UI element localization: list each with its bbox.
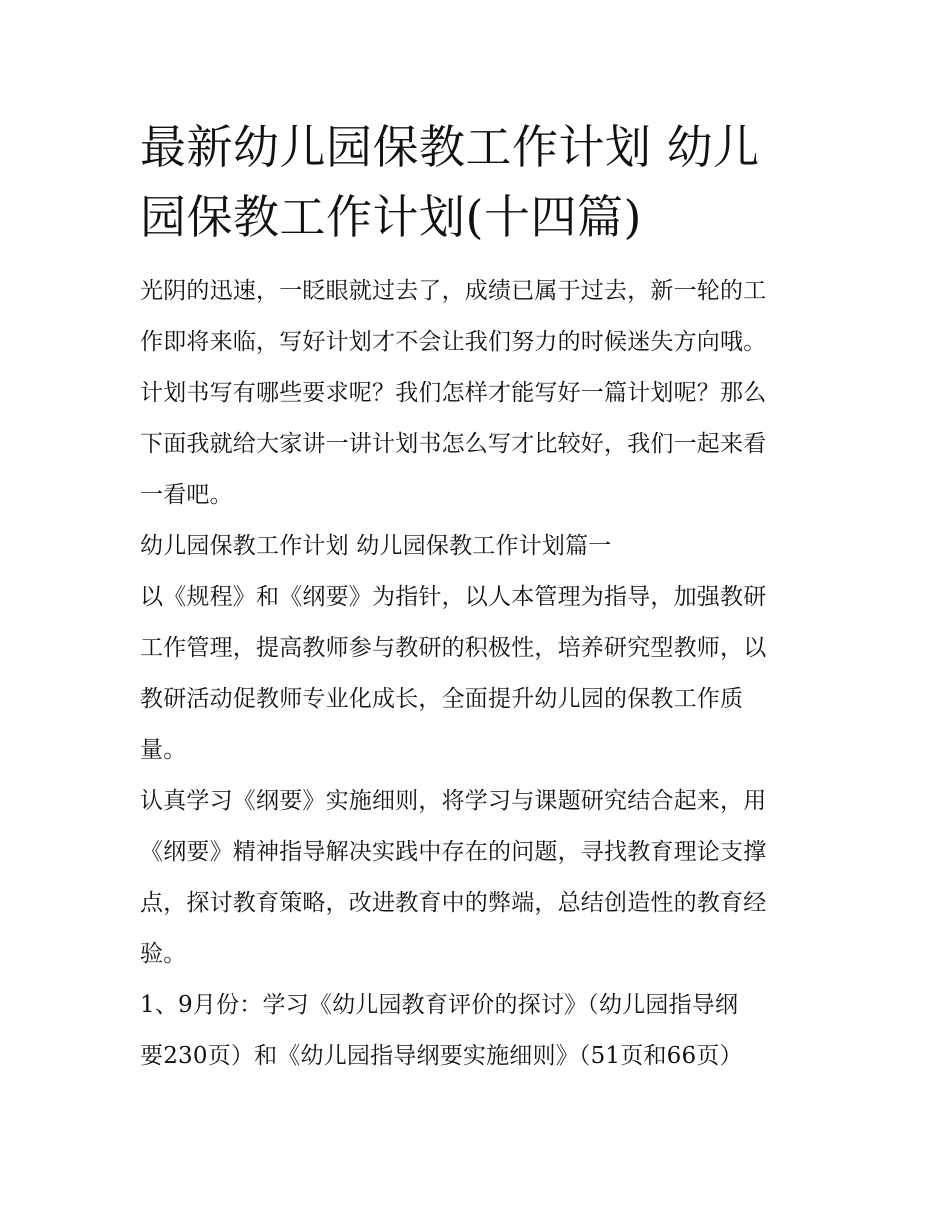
document-body xyxy=(140,112,820,1082)
study-paragraph: 认真学习《纲要》实施细则，将学习与课题研究结合起来，用 《纲要》精神指导解决实践中存在的问题，寻找教育理论支撑 点，探讨教育策略，改进教育中的弊端，总结创造性的教育经 验。 xyxy=(140,788,767,967)
document-title: 最新幼儿园保教工作计划 幼儿 园保教工作计划(十四篇) xyxy=(140,120,760,244)
guideline-paragraph: 以《规程》和《纲要》为指针，以人本管理为指导，加强教研 工作管理，提高教师参与教研的积极性，培养研究型教师，以 教研活动促教师专业化成长，全面提升幼儿园的保教工作质 量。 xyxy=(140,584,767,763)
section-heading: 幼儿园保教工作计划 幼儿园保教工作计划篇一 xyxy=(140,533,612,559)
intro-paragraph: 光阴的迅速，一眨眼就过去了，成绩已属于过去，新一轮的工 作即将来临，写好计划才不会让我们努力的时候迷失方向哦。 计划书写有哪些要求呢？我们怎样才能写好一篇计划呢？那么 下面我就给大家讲一讲计划书怎么写才比较好，我们一起来看 一看吧。 xyxy=(140,278,767,508)
schedule-item: 1、9月份：学习《幼儿园教育评价的探讨》（幼儿园指导纲 要230页）和《幼儿园指导纲要实施细则》（51页和66页） xyxy=(140,992,743,1069)
